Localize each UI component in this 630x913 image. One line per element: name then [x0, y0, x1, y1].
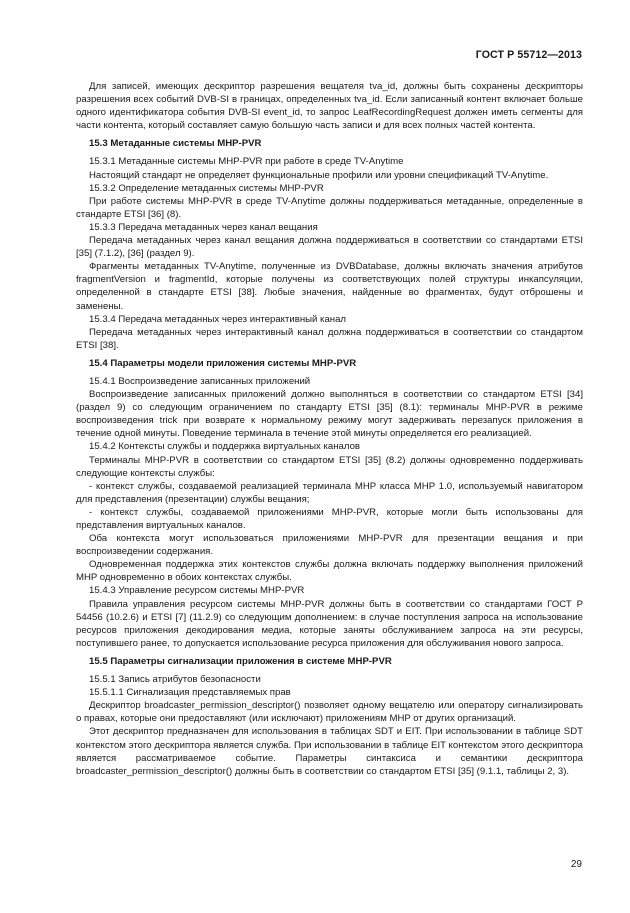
paragraph: Терминалы MHP-PVR в соответствии со стандартом ETSI [35] (8.2) должны одновременно поддерживать следующие контексты службы: [76, 454, 583, 479]
paragraph: Оба контекста могут использоваться приложениями MHP-PVR для презентации вещания и при воспроизведении содержания. [76, 533, 583, 558]
paragraph: При работе системы MHP-PVR в среде TV-Anytime должны поддерживаться метаданные, определенные в стандарте ETSI [36] (8). [76, 195, 583, 220]
paragraph: 15.4.1 Воспроизведение записанных приложений [89, 375, 311, 387]
paragraph: Этот дескриптор предназначен для использования в таблицах SDT и EIT. При использовании в таблице SDT контекстом этого дескриптора является служба. При использовании в таблице EIT контекстом этого дескриптора является рассматриваемое событие. Параметры синтаксиса и семантики дескриптора broadcaster_permission_descriptor() должны быть в соответствии со стандартом ETSI [35] (9.1.1, таблицы 2, 3). [76, 726, 583, 777]
paragraph: 15.5.1.1 Сигнализация представляемых прав [89, 687, 291, 699]
paragraph: 15.4.2 Контексты службы и поддержка виртуальных каналов [89, 441, 361, 453]
paragraph: 15.5.1 Запись атрибутов безопасности [89, 674, 261, 686]
paragraph: 15.3.1 Метаданные системы MHP-PVR при работе в среде TV-Anytime [89, 156, 404, 168]
document-id-header: ГОСТ Р 55712—2013 [475, 49, 582, 61]
section-heading: 15.3 Метаданные системы MHP-PVR [89, 138, 262, 150]
paragraph: Правила управления ресурсом системы MHP-PVR должны быть в соответствии со стандартами ГОСТ Р 54456 (10.2.6) и ETSI [7] (11.2.9) со следующим дополнением: в случае поступления запроса на использование ресурсов приложения декодирования медиа, которые заняты обслуживанием запроса на эти ресурсы, поступившего ранее, то допускается использование ресурса приложения для обслуживания нового запроса. [76, 598, 583, 649]
paragraph: 15.3.4 Передача метаданных через интерактивный канал [89, 313, 347, 325]
section-heading: 15.4 Параметры модели приложения системы MHP-PVR [89, 357, 357, 369]
paragraph: - контекст службы, создаваемой приложениями MHP-PVR, которые могли быть использованы для представления виртуальных каналов. [76, 506, 583, 531]
paragraph: Передача метаданных через канал вещания должна поддерживаться в соответствии со стандартами ETSI [35] (7.1.2), [36] (раздел 9). [76, 235, 583, 260]
paragraph: Для записей, имеющих дескриптор разрешения вещателя tva_id, должны быть сохранены дескрипторы разрешения всех событий DVB-SI в границах, определенных tva_id. Если записанный контент включает больше одного идентификатора события DVB-SI event_id, то запрос LeafRecordingRequest должен иметь сегменты для части контента, который составляет самую большую часть записи и для всех полных частей контента. [76, 81, 583, 132]
document-body [76, 80, 583, 778]
paragraph: Настоящий стандарт не определяет функциональные профили или уровни спецификаций TV-Anytime. [89, 169, 549, 181]
paragraph: Фрагменты метаданных TV-Anytime, полученные из DVBDatabase, должны включать значения атрибутов fragmentVersion и fragmentId, которые получены из соответствующих полей структуры инкапсуляции, определенной в стандарте ETSI [38]. Любые значения, найденные во фрагментах, будут отброшены и заменены. [76, 261, 583, 312]
paragraph: Одновременная поддержка этих контекстов службы должна включать поддержку выполнения приложений MHP одновременно в обоих контекстах службы. [76, 559, 583, 584]
paragraph: Воспроизведение записанных приложений должно выполняться в соответствии со стандартом ETSI [34] (раздел 9) со следующим ограничением по стандарту ETSI [35] (8.1): терминалы MHP-PVR в режиме воспроизведения trick при возврате к нормальному режиму могут задерживать перезапуск приложения в течение одной минуты. Поведение терминала в течение этой минуты определяется его реализацией. [76, 389, 583, 440]
section-heading: 15.5 Параметры сигнализации приложения в системе MHP-PVR [89, 655, 392, 667]
paragraph: 15.3.2 Определение метаданных системы MHP-PVR [89, 182, 324, 194]
paragraph: Дескриптор broadcaster_permission_descriptor() позволяет одному вещателю или оператору сигнализировать о правах, которые они предоставляют (или исключают) приложениям MHP от других организаций. [76, 700, 583, 725]
paragraph: 15.3.3 Передача метаданных через канал вещания [89, 221, 318, 233]
page-number: 29 [570, 859, 582, 870]
paragraph: - контекст службы, создаваемой реализацией терминала MHP класса MHP 1.0, используемый навигатором для представления (презентации) службы вещания; [76, 480, 583, 505]
paragraph: Передача метаданных через интерактивный канал должна поддерживаться в соответствии со стандартом ETSI [38]. [76, 326, 583, 351]
paragraph: 15.4.3 Управление ресурсом системы MHP-PVR [89, 585, 305, 597]
